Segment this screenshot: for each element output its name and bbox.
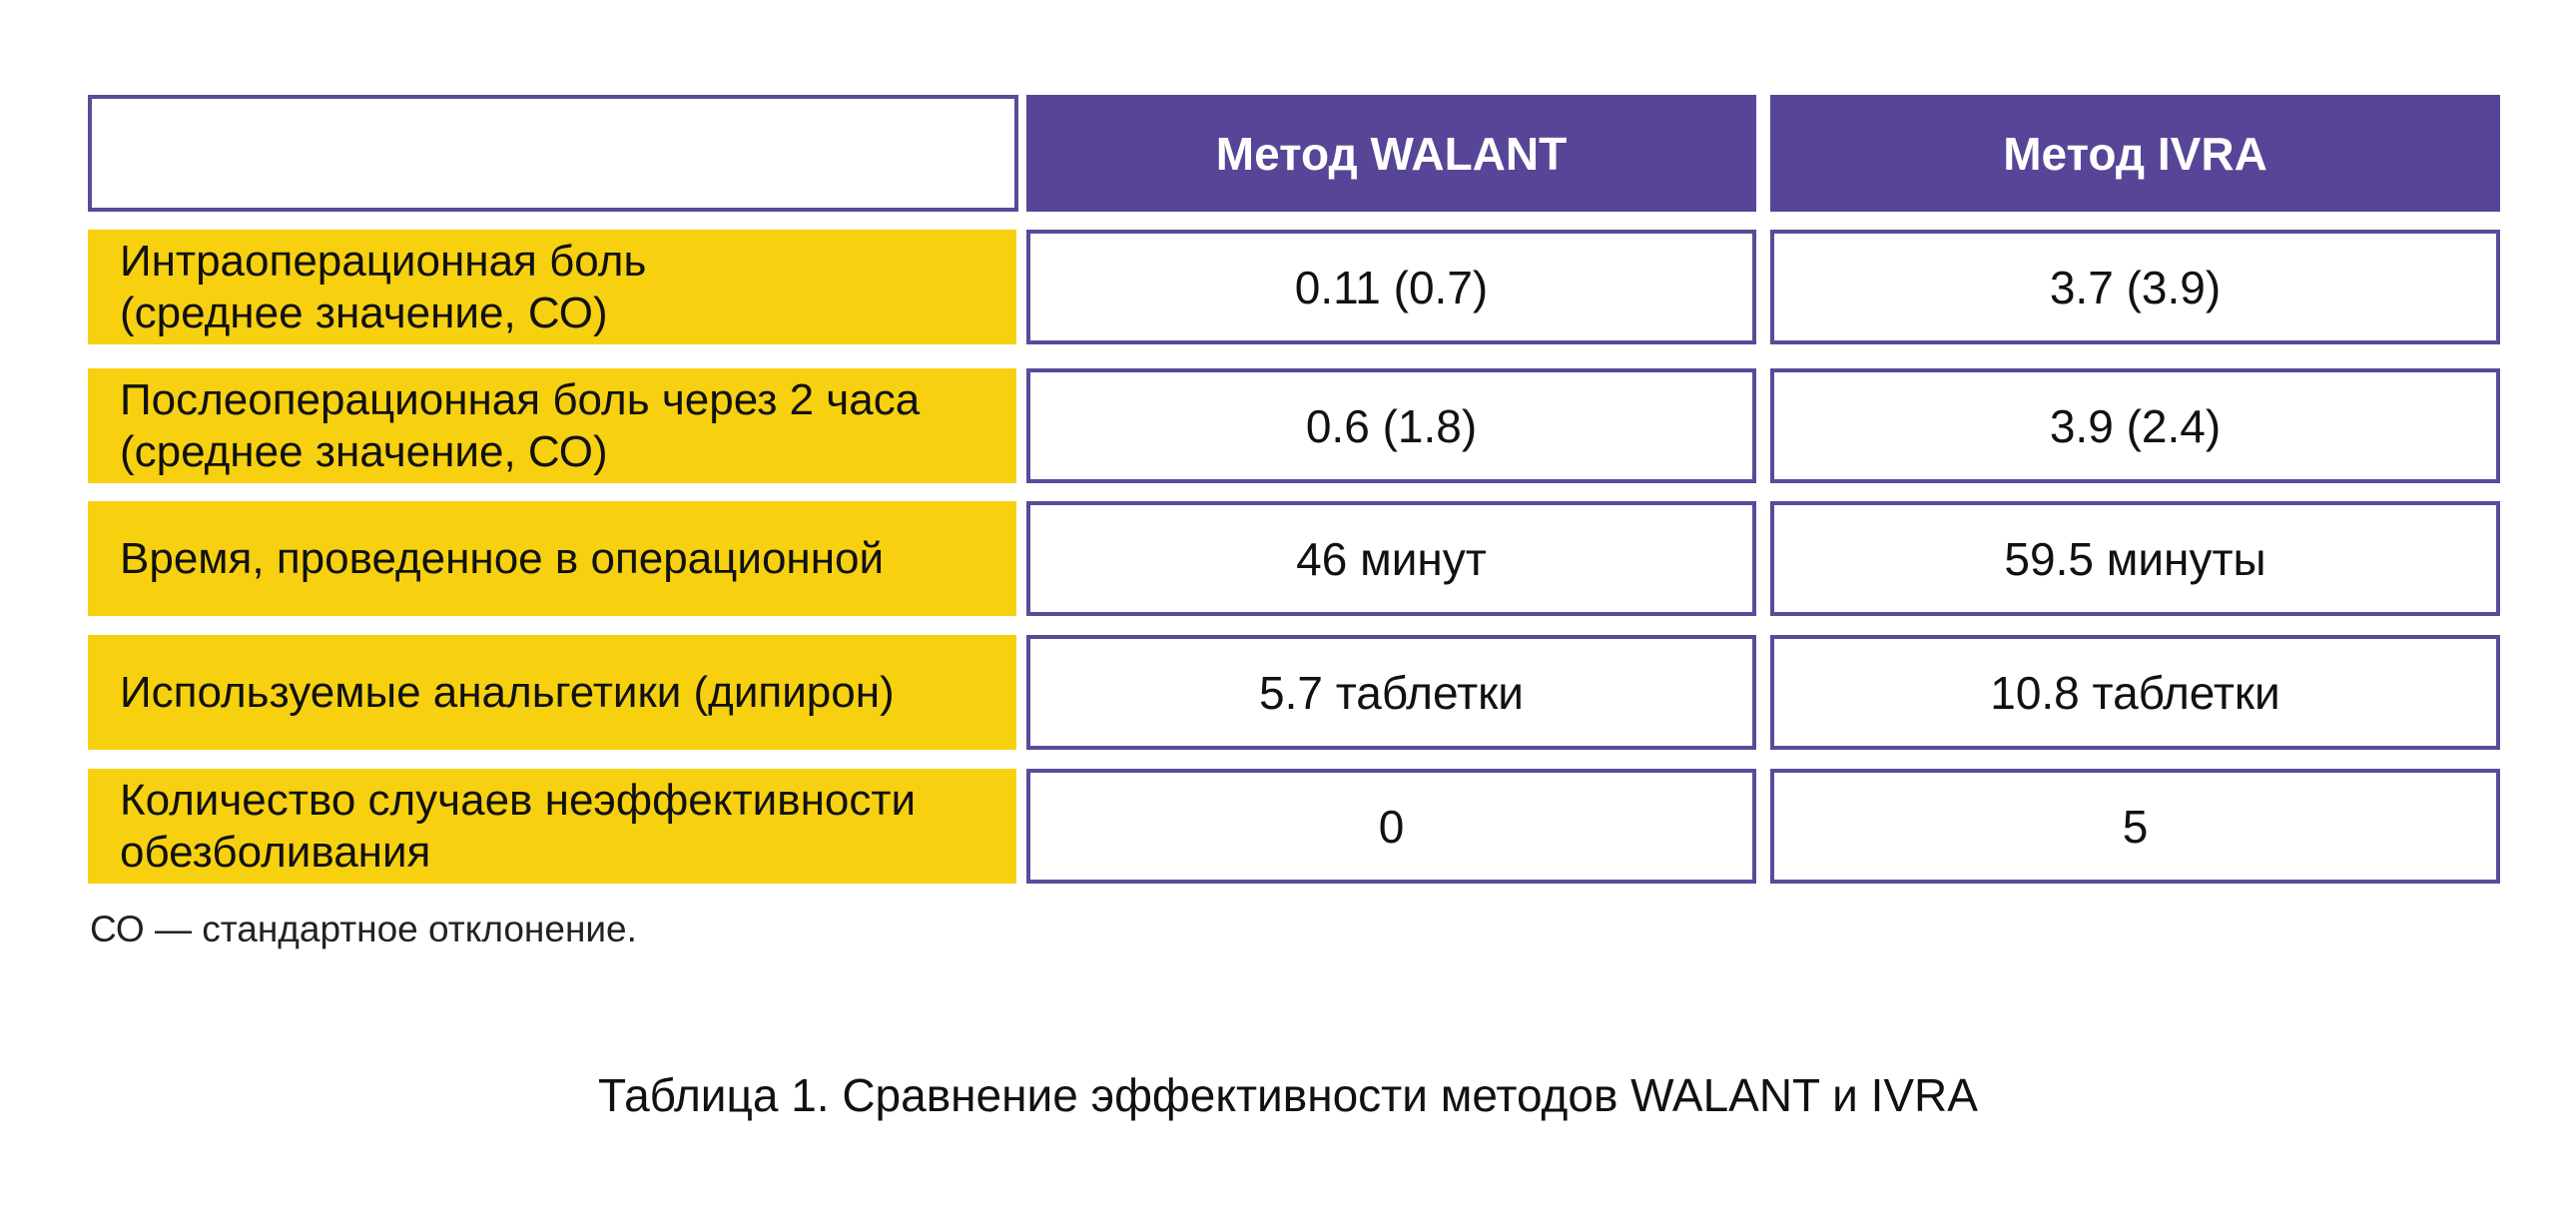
cell-ivra-analgesics-used: 10.8 таблетки (1770, 635, 2500, 750)
cell-ivra-anesthesia-failures: 5 (1770, 769, 2500, 884)
cell-ivra-intraoperative-pain: 3.7 (3.9) (1770, 230, 2500, 344)
table-caption: Таблица 1. Сравнение эффективности методов WALANT и IVRA (598, 1069, 1978, 1121)
cell-ivra-operating-room-time: 59.5 минуты (1770, 501, 2500, 616)
row-label-postoperative-pain: Послеоперационная боль через 2 часа (среднее значение, СО) (88, 368, 1016, 483)
table-footnote: СО — стандартное отклонение. (90, 909, 637, 949)
row-label-operating-room-time: Время, проведенное в операционной (88, 501, 1016, 616)
cell-walant-intraoperative-pain: 0.11 (0.7) (1026, 230, 1756, 344)
cell-walant-anesthesia-failures: 0 (1026, 769, 1756, 884)
row-label-anesthesia-failures: Количество случаев неэффективности обезболивания (88, 769, 1016, 884)
cell-ivra-postoperative-pain: 3.9 (2.4) (1770, 368, 2500, 483)
cell-walant-postoperative-pain: 0.6 (1.8) (1026, 368, 1756, 483)
table-corner-cell (88, 95, 1018, 212)
row-label-intraoperative-pain: Интраоперационная боль (среднее значение, СО) (88, 230, 1016, 344)
row-label-analgesics-used: Используемые анальгетики (дипирон) (88, 635, 1016, 750)
cell-walant-operating-room-time: 46 минут (1026, 501, 1756, 616)
column-header-walant: Метод WALANT (1026, 95, 1756, 212)
column-header-ivra: Метод IVRA (1770, 95, 2500, 212)
cell-walant-analgesics-used: 5.7 таблетки (1026, 635, 1756, 750)
